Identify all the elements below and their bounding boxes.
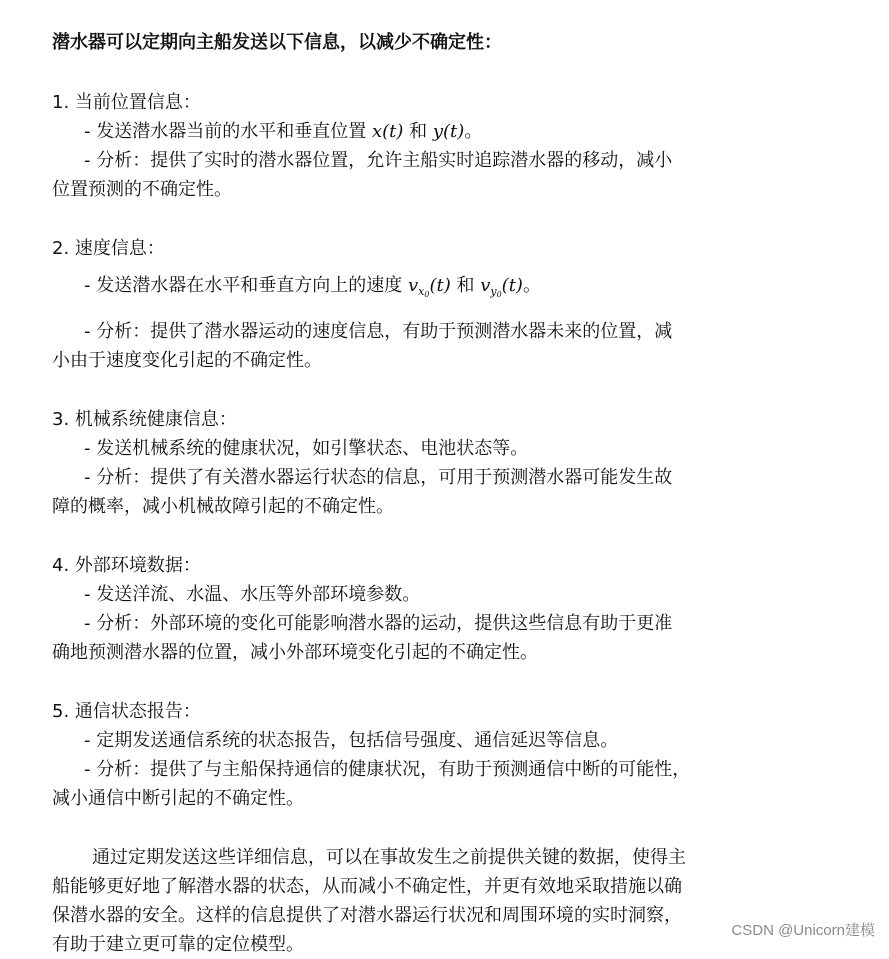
section-5-analysis-line-2: 减小通信中断引起的不确定性。 (52, 788, 304, 809)
section-4-analysis-line-1: - 分析：外部环境的变化可能影响潜水器的运动，提供这些信息有助于更准 (84, 613, 673, 634)
section-2-send (52, 271, 812, 309)
math-v-x0-of-t: $v_{x0}(t)$ (407, 275, 451, 299)
conjunction-and: 和 (456, 275, 475, 296)
document-title: 潜水器可以定期向主船发送以下信息，以减少不确定性： (52, 32, 502, 53)
conjunction-and: 和 (409, 121, 428, 142)
math-x-of-t: x(t) (371, 121, 404, 142)
section-2-send-text: - 发送潜水器在水平和垂直方向上的速度 (84, 275, 403, 296)
section-1-analysis-line-1: - 分析：提供了实时的潜水器位置，允许主船实时追踪潜水器的移动，减小 (84, 150, 673, 171)
section-5-analysis-line-1: - 分析：提供了与主船保持通信的健康状况，有助于预测通信中断的可能性， (84, 759, 691, 780)
period: 。 (522, 275, 541, 296)
section-3-heading: 3. 机械系统健康信息： (52, 409, 237, 430)
conclusion-line-3: 保潜水器的安全。这样的信息提供了对潜水器运行状况和周围环境的实时洞察， (52, 905, 682, 926)
section-4-analysis-line-2: 确地预测潜水器的位置，减小外部环境变化引起的不确定性。 (52, 642, 538, 663)
section-1-analysis-line-2: 位置预测的不确定性。 (52, 179, 232, 200)
section-3-analysis-line-2: 障的概率，减小机械故障引起的不确定性。 (52, 496, 394, 517)
conclusion-line-1: 通过定期发送这些详细信息，可以在事故发生之前提供关键的数据，使得主 (92, 847, 686, 868)
section-5-heading: 5. 通信状态报告： (52, 701, 201, 722)
watermark: CSDN @Unicorn建模 (731, 922, 875, 939)
section-4-heading: 4. 外部环境数据： (52, 555, 201, 576)
math-y-of-t: y(t) (432, 121, 465, 142)
section-3-analysis-line-1: - 分析：提供了有关潜水器运行状态的信息，可用于预测潜水器可能发生故 (84, 467, 673, 488)
conclusion-line-4: 有助于建立更可靠的定位模型。 (52, 934, 304, 955)
period: 。 (464, 121, 483, 142)
section-1-heading: 1. 当前位置信息： (52, 92, 201, 113)
section-5-send: - 定期发送通信系统的状态报告，包括信号强度、通信延迟等信息。 (84, 730, 619, 751)
section-2-analysis-line-1: - 分析：提供了潜水器运动的速度信息，有助于预测潜水器未来的位置，减 (84, 321, 673, 342)
section-2-analysis-line-2: 小由于速度变化引起的不确定性。 (52, 350, 322, 371)
section-3-send: - 发送机械系统的健康状况，如引擎状态、电池状态等。 (84, 438, 529, 459)
conclusion-line-2: 船能够更好地了解潜水器的状态，从而减小不确定性，并更有效地采取措施以确 (52, 876, 682, 897)
section-1-send (52, 117, 812, 146)
math-v-y0-of-t: $v_{y0}(t)$ (480, 275, 523, 299)
document-body (52, 24, 812, 959)
section-1-send-text: - 发送潜水器当前的水平和垂直位置 (84, 121, 367, 142)
section-2-heading: 2. 速度信息： (52, 238, 165, 259)
section-4-send: - 发送洋流、水温、水压等外部环境参数。 (84, 584, 421, 605)
